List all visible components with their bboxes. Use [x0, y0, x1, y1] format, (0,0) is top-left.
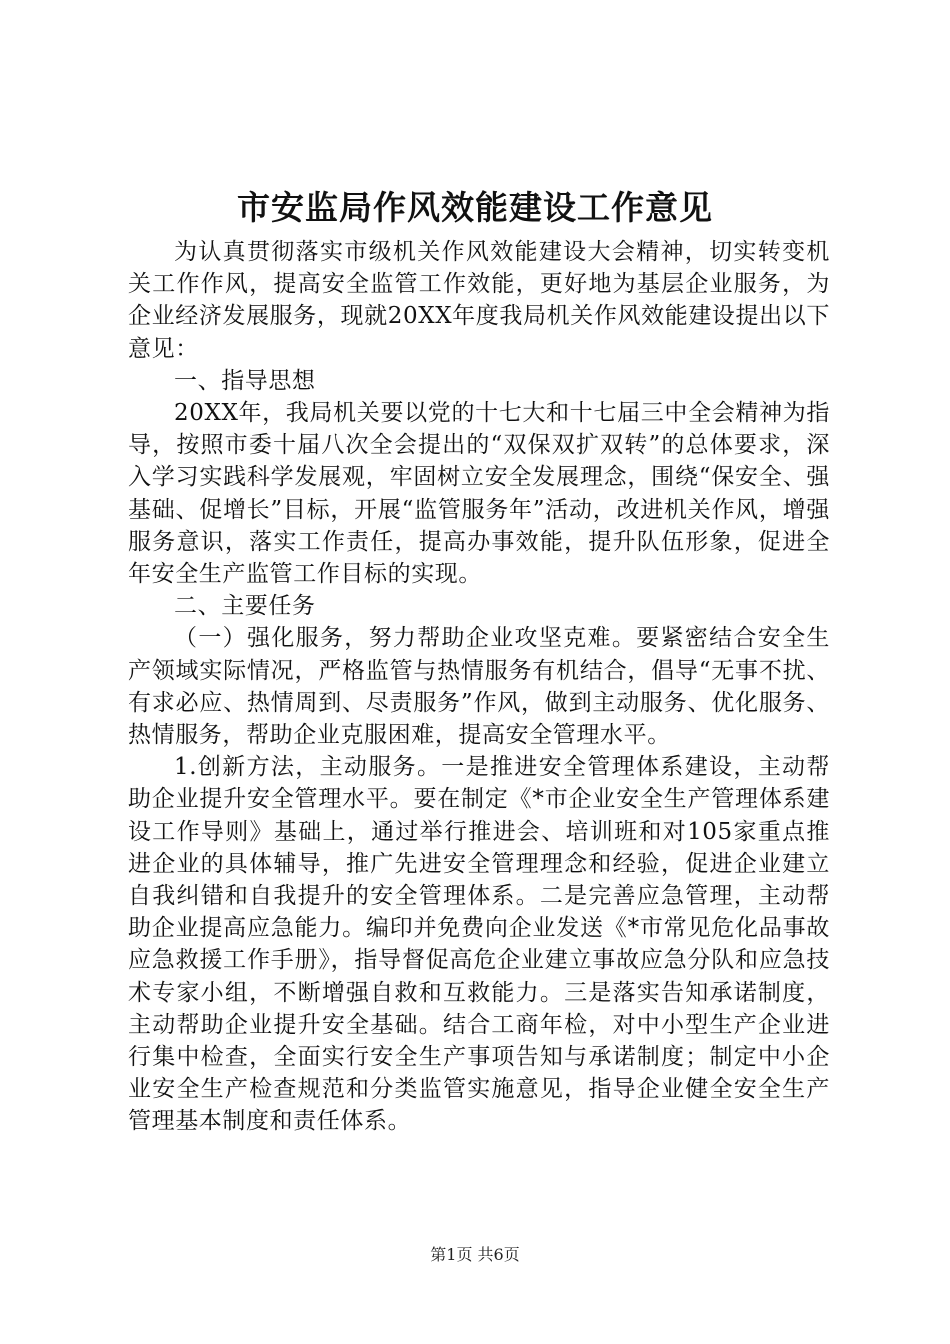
document-title: 市安监局作风效能建设工作意见	[237, 188, 713, 227]
page-footer: 第1页 共6页	[430, 1245, 520, 1264]
heading-guiding-ideology: 一、指导思想	[174, 367, 316, 394]
paragraph-task-one-item-1: 1.创新方法，主动服务。一是推进安全管理体系建设，主动帮助企业提升安全管理水平。要在制定《*市企业安全生产管理体系建设工作导则》基础上，通过举行推进会、培训班和对105家重点推进企业的具体辅导，推广先进安全管理理念和经验，促进企业建立自我纠错和自我提升的安全管理体系。二是完善应急管理，主动帮助企业提高应急能力。编印并免费向企业发送《*市常见危化品事故应急救援工作手册》，指导督促高危企业建立事故应急分队和应急技术专家小组，不断增强自救和互救能力。三是落实告知承诺制度，主动帮助企业提升安全基础。结合工商年检，对中小型生产企业进行集中检查，全面实行安全生产事项告知与承诺制度；制定中小企业安全生产检查规范和分类监管实施意见，指导企业健全安全生产管理基本制度和责任体系。	[128, 754, 830, 1135]
document-body	[128, 236, 830, 1138]
paragraph-guiding-ideology: 20XX年，我局机关要以党的十七大和十七届三中全会精神为指导，按照市委十届八次全会提出的“双保双扩双转”的总体要求，深入学习实践科学发展观，牢固树立安全发展理念，围绕“保安全、强基础、促增长”目标，开展“监管服务年”活动，改进机关作风，增强服务意识，落实工作责任，提高办事效能，提升队伍形象，促进全年安全生产监管工作目标的实现。	[128, 400, 830, 588]
paragraph-intro: 为认真贯彻落实市级机关作风效能建设大会精神，切实转变机关工作作风，提高安全监管工作效能，更好地为基层企业服务，为企业经济发展服务，现就20XX年度我局机关作风效能建设提出以下意见：	[128, 239, 830, 362]
heading-main-tasks: 二、主要任务	[174, 593, 316, 620]
paragraph-task-one: （一）强化服务，努力帮助企业攻坚克难。要紧密结合安全生产领域实际情况，严格监管与热情服务有机结合，倡导“无事不扰、有求必应、热情周到、尽责服务”作风，做到主动服务、优化服务、热情服务，帮助企业克服困难，提高安全管理水平。	[128, 625, 830, 749]
